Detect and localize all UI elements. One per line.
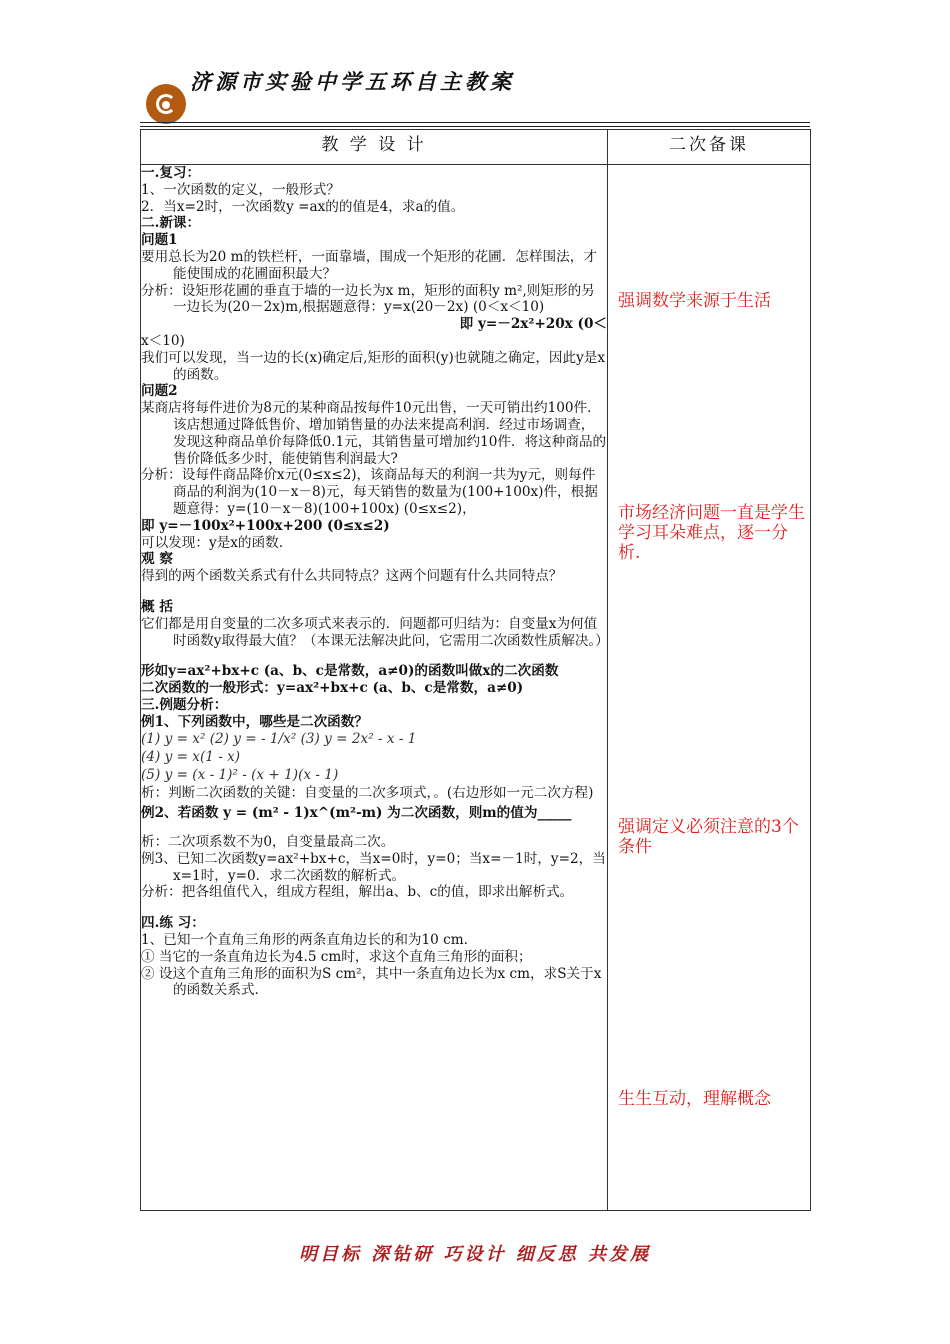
general-form: 二次函数的一般形式：y=ax²+bx+c (a、b、c是常数，a≠0)	[141, 680, 524, 697]
example-2: 例2、若函数 y = (m² - 1)x^(m²-m) 为二次函数，则m的值为_____	[141, 805, 572, 822]
teaching-content	[141, 165, 608, 1211]
col-second-prep: 二次备课	[608, 130, 811, 165]
footer-motto: 明目标 深钻研 巧设计 细反思 共发展	[298, 1244, 652, 1265]
school-logo	[146, 84, 186, 124]
observe-text: 得到的两个函数关系式有什么共同特点？这两个问题有什么共同特点？	[141, 568, 563, 585]
problem-1-result-cont: x＜10)	[141, 332, 185, 349]
header-rule-thin	[140, 126, 810, 127]
practice-1-part-1: ① 当它的一条直角边长为4.5 cm时，求这个直角三角形的面积；	[141, 948, 532, 965]
header-rule	[140, 122, 810, 123]
section-new-lesson: 二.新课：	[141, 215, 201, 232]
lesson-table	[140, 129, 811, 1211]
school-name: 济源市实验中学五环自主教案	[190, 69, 515, 94]
example-1-formula-3: (5) y = (x - 1)² - (x + 1)(x - 1)	[141, 766, 339, 783]
section-practice: 四.练 习：	[141, 915, 205, 932]
problem-2-conclusion: 可以发现：y是x的函数.	[141, 534, 284, 551]
col-teaching-design: 教 学 设 计	[141, 130, 608, 165]
example-3: 例3、已知二次函数y=ax²+bx+c，当x=0时，y=0；当x=－1时，y=2，当x=1时，y=0．求二次函数的解析式。	[141, 850, 606, 884]
practice-1: 1、已知一个直角三角形的两条直角边长的和为10 cm.	[141, 932, 468, 949]
note-interaction: 生生互动，理解概念	[618, 1089, 771, 1109]
example-2-analysis: 析：二次项系数不为0，自变量最高二次。	[141, 834, 395, 851]
problem-1-analysis: 分析：设矩形花圃的垂直于墙的一边长为x m，矩形的面积y m²,则矩形的另一边长为(20－2x)m,根据题意得：y=x(20－2x) (0＜x＜10)	[141, 282, 595, 316]
problem-2-result: 即 y=－100x²+100x+200 (0≤x≤2)	[141, 517, 390, 534]
observe-title: 观 察	[141, 551, 173, 568]
problem-1-text: 要用总长为20 m的铁栏杆，一面靠墙，围成一个矩形的花圃．怎样围法，才能使围成的花圃面积最大？	[141, 248, 597, 282]
example-1-formula-1: (1) y = x² (2) y = - 1/x² (3) y = 2x² - x - 1	[141, 730, 417, 747]
note-market-economy: 市场经济问题一直是学生学习耳朵难点，逐一分析.	[618, 503, 805, 563]
definition: 形如y=ax²+bx+c (a、b、c是常数，a≠0)的函数叫做x的二次函数	[141, 663, 559, 680]
note-definition-conditions: 强调定义必须注意的3个条件	[618, 817, 799, 857]
section-review: 一.复习：	[141, 165, 201, 181]
section-examples: 三.例题分析：	[141, 696, 228, 713]
practice-1-part-2: ② 设这个直角三角形的面积为S cm²，其中一条直角边长为x cm，求S关于x的函数关系式.	[141, 965, 602, 999]
problem-2-title: 问题2	[141, 383, 178, 400]
page-header	[140, 60, 810, 130]
problem-2-text: 某商店将每件进价为8元的某种商品按每件10元出售，一天可销出约100件．该店想通过降低售价、增加销售量的办法来提高利润．经过市场调查，发现这种商品单价每降低0.1元，其销售量可增加约10件．将这种商品的售价降低多少时，能使销售利润最大?	[141, 400, 607, 467]
summary-title: 概 括	[141, 598, 173, 615]
example-3-analysis: 分析：把各组值代入，组成方程组，解出a、b、c的值，即求出解析式。	[141, 884, 574, 901]
problem-1-result: 即 y=－2x²+20x (0＜	[459, 316, 607, 333]
example-1-formula-2: (4) y = x(1 - x)	[141, 748, 241, 765]
review-line: 1、一次函数的定义，一般形式？	[141, 181, 340, 198]
summary-text: 它们都是用自变量的二次多项式来表示的．问题都可归结为：自变量x为何值时函数y取得最大值？（本课无法解决此问，它需用二次函数性质解决。）	[141, 615, 609, 649]
problem-1-title: 问题1	[141, 232, 178, 249]
problem-2-analysis: 分析：设每件商品降价x元(0≤x≤2)，该商品每天的利润一共为y元，则每件商品的利润为(10－x－8)元，每天销售的数量为(100+100x)件，根据题意得：y=(10－x－8)(100+100x) (0≤x≤2)，	[141, 467, 598, 517]
problem-1-conclusion: 我们可以发现，当一边的长(x)确定后,矩形的面积(y)也就随之确定，因此y是x的函数。	[141, 349, 606, 383]
example-1-analysis: 析：判断二次函数的关键：自变量的二次多项式，。(右边形如一元二次方程)	[141, 784, 594, 801]
note-math-life: 强调数学来源于生活	[618, 291, 771, 311]
example-1: 例1、下列函数中，哪些是二次函数？	[141, 713, 368, 730]
logo-dot-icon	[162, 101, 170, 109]
review-line: 2．当x=2时，一次函数y =ax的的值是4，求a的值。	[141, 198, 465, 215]
second-prep-notes	[608, 165, 811, 1211]
